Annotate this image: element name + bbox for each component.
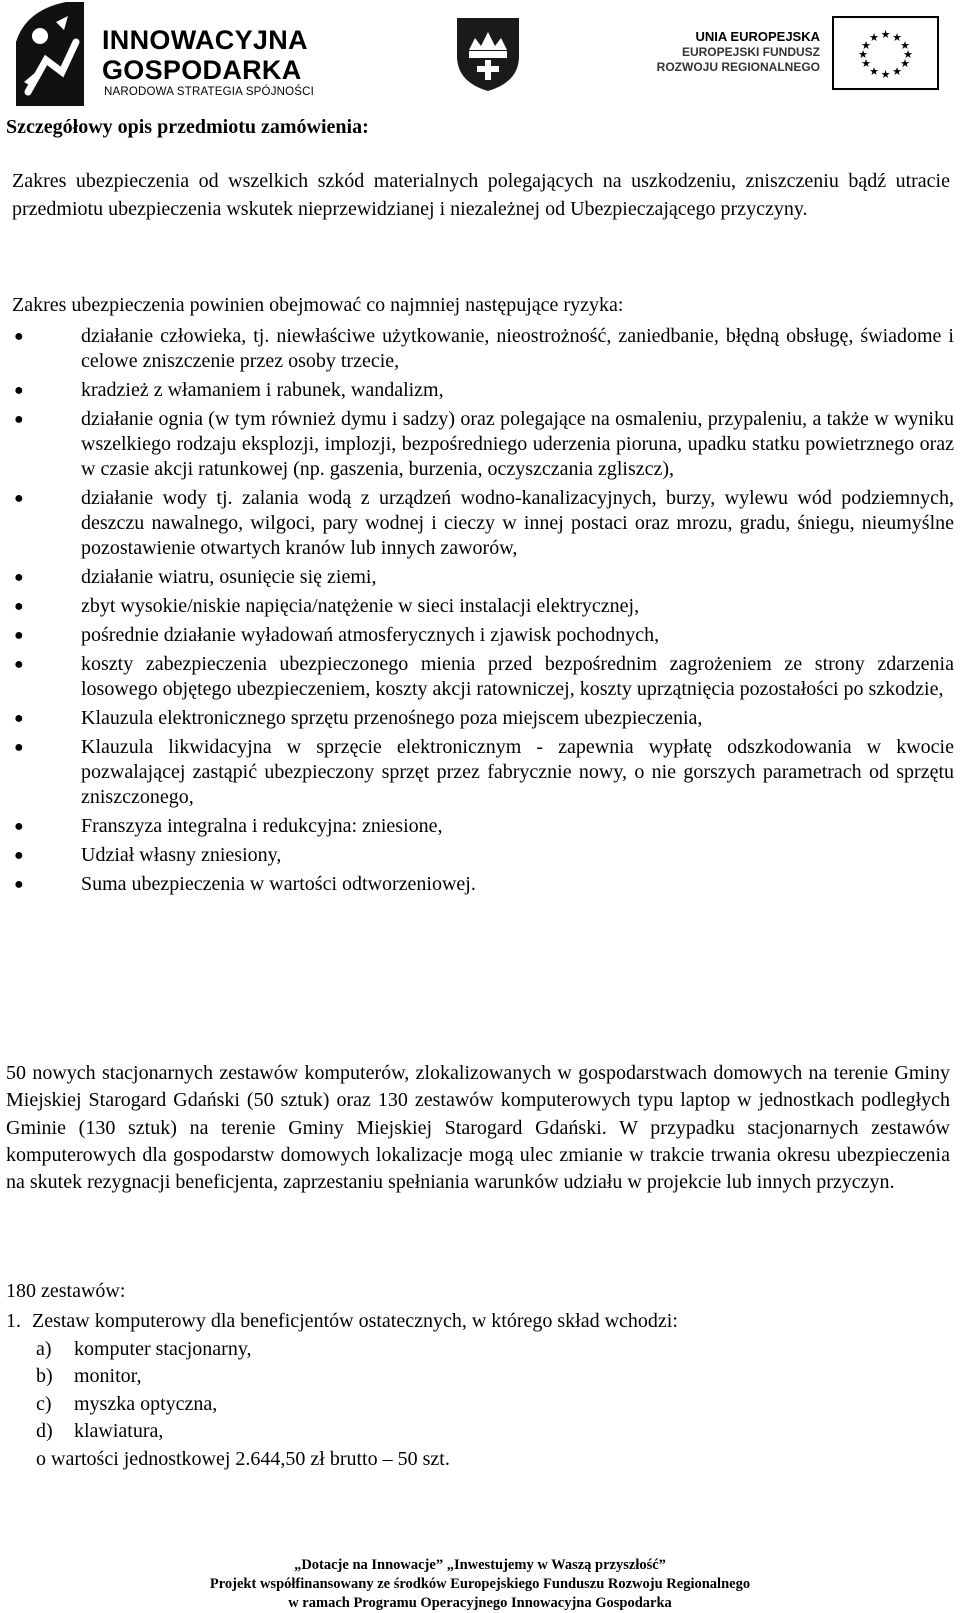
list-item xyxy=(0,324,954,374)
set-title: Zestaw komputerowy dla beneficjentów ostatecznych, w którego skład wchodzi: xyxy=(32,1310,678,1332)
svg-text:★: ★ xyxy=(858,48,868,61)
list-item xyxy=(0,623,954,648)
svg-text:★: ★ xyxy=(900,57,910,70)
list-item-text: działanie człowieka, tj. niewłaściwe użytkowanie, nieostrożność, zaniedbanie, błędną obsługę, świadome i celowe zniszczenie przez osoby trzecie, xyxy=(81,325,954,372)
list-item xyxy=(0,565,954,590)
bullet-icon: ● xyxy=(14,739,24,756)
set-item xyxy=(6,1391,678,1419)
svg-text:★: ★ xyxy=(880,68,891,81)
list-item-text: pośrednie działanie wyładowań atmosferycznych i zjawisk pochodnych, xyxy=(81,624,660,646)
list-item xyxy=(0,378,954,403)
bullet-icon: ● xyxy=(14,411,24,428)
coat-of-arms-icon xyxy=(455,16,521,92)
logo-line-3: NARODOWA STRATEGIA SPÓJNOŚCI xyxy=(104,86,315,98)
list-item-text: Suma ubezpieczenia w wartości odtworzeniowej. xyxy=(81,873,476,895)
set-item-letter: c) xyxy=(36,1392,52,1415)
sets-count: 180 zestawów: xyxy=(6,1280,126,1302)
set-item xyxy=(6,1336,678,1364)
scope-intro: Zakres ubezpieczenia powinien obejmować co najmniej następujące ryzyka: xyxy=(12,294,624,316)
list-item xyxy=(0,843,954,868)
svg-text:★: ★ xyxy=(869,65,879,78)
list-item xyxy=(0,652,954,702)
footer-line-1: „Dotacje na Innowacje” „Inwestujemy w Waszą przyszłość” xyxy=(294,1557,666,1573)
eu-line-1: UNIA EUROPEJSKA xyxy=(695,29,820,44)
set-item xyxy=(6,1363,678,1391)
page-header xyxy=(0,0,960,110)
eu-line-2: EUROPEJSKI FUNDUSZ xyxy=(681,45,820,59)
list-item xyxy=(0,486,954,561)
innowacyjna-gospodarka-logo xyxy=(6,2,336,106)
svg-text:★: ★ xyxy=(892,65,902,78)
svg-text:★: ★ xyxy=(880,28,891,41)
bullet-icon: ● xyxy=(14,328,24,345)
list-item xyxy=(0,594,954,619)
innowacyjna-gospodarka-emblem-icon xyxy=(6,2,92,106)
footer-line-3: w ramach Programu Operacyjnego Innowacyjna Gospodarka xyxy=(288,1595,672,1611)
list-item-text: działanie wody tj. zalania wodą z urządzeń wodno-kanalizacyjnych, burzy, wylewu wód podziemnych, deszczu nawalnego, wilgoci, pary wodnej i cieczy w innej postaci oraz mrozu, gradu, śniegu, nieumyślne pozostawienie otwartych kranów lub innych zaworów, xyxy=(81,487,954,559)
bullet-icon: ● xyxy=(14,490,24,507)
bullet-icon: ● xyxy=(14,382,24,399)
svg-text:★: ★ xyxy=(903,48,913,61)
list-item-text: Klauzula elektronicznego sprzętu przenośnego poza miejscem ubezpieczenia, xyxy=(81,707,703,729)
svg-text:★: ★ xyxy=(900,39,910,52)
list-item-text: działanie ognia (w tym również dymu i sadzy) oraz polegające na osmaleniu, przypaleniu, a także w wyniku wszelkiego rodzaju eksplozji, implozji, bezpośredniego uderzenia pioruna, upadku statku powietrznego oraz w czasie akcji ratunkowej (np. gaszenia, burzenia, oczyszczania zgliszcz), xyxy=(81,408,954,480)
risks-list xyxy=(0,324,960,901)
set-item-text: komputer stacjonarny, xyxy=(74,1337,252,1360)
computers-paragraph: 50 nowych stacjonarnych zestawów komputerów, zlokalizowanych w gospodarstwach domowych na terenie Gminy Miejskiej Starogard Gdański (50 sztuk) oraz 130 zestawów komputerowych typu laptop w jednostkach podległych Gminie (130 sztuk) na terenie Gminy Miejskiej Starogard Gdański. W przypadku stacjonarnych zestawów komputerowych dla gospodarstw domowych lokalizacje mogą ulec zmianie w trakcie trwania okresu ubezpieczenia na skutek rezygnacji beneficjenta, zaprzestaniu spełniania warunków udziału w projekcie lub innych przyczyn. xyxy=(6,1062,950,1194)
list-item xyxy=(0,814,954,839)
bullet-icon: ● xyxy=(14,598,24,615)
list-item xyxy=(0,706,954,731)
list-item-text: koszty zabezpieczenia ubezpieczonego mienia przed bezpośrednim zagrożeniem ze strony zdarzenia losowego objętego ubezpieczeniem, koszty akcji ratowniczej, koszty uprzątnięcia pozostałości po szkodzie, xyxy=(81,653,954,700)
set-item-text: monitor, xyxy=(74,1365,142,1387)
eu-line-3: ROZWOJU REGIONALNEGO xyxy=(656,60,820,74)
bullet-icon: ● xyxy=(14,876,24,893)
bullet-icon: ● xyxy=(14,656,24,673)
set-item-letter: d) xyxy=(36,1420,53,1442)
list-item-text: kradzież z włamaniem i rabunek, wandalizm, xyxy=(81,379,444,401)
bullet-icon: ● xyxy=(14,818,24,835)
bullet-icon: ● xyxy=(14,569,24,586)
list-item-text: działanie wiatru, osunięcie się ziemi, xyxy=(81,566,377,588)
svg-text:★: ★ xyxy=(869,31,879,44)
svg-text:★: ★ xyxy=(892,31,902,44)
page-title: Szczegółowy opis przedmiotu zamówienia: xyxy=(6,116,369,138)
logo-line-2: GOSPODARKA xyxy=(102,55,302,85)
list-item-text: Klauzula likwidacyjna w sprzęcie elektronicznym - zapewnia wypłatę odszkodowania w kwocie pozwalającej zastąpić ubezpieczony sprzęt przez fabrycznie nowy, o nie gorszych parametrach od sprzętu zniszczonego, xyxy=(81,736,954,808)
eu-flag-icon xyxy=(832,16,939,90)
bullet-icon: ● xyxy=(14,710,24,727)
set-item-letter: a) xyxy=(36,1337,52,1360)
set-value: o wartości jednostkowej 2.644,50 zł brutto – 50 szt. xyxy=(36,1447,450,1470)
list-item-text: Udział własny zniesiony, xyxy=(81,844,282,866)
eu-fund-logo-text xyxy=(640,28,820,75)
list-item xyxy=(0,735,954,810)
list-item xyxy=(0,407,954,482)
set-item xyxy=(6,1418,678,1446)
svg-text:★: ★ xyxy=(861,39,871,52)
list-item-text: Franszyza integralna i redukcyjna: zniesione, xyxy=(81,815,443,837)
set-item-text: myszka optyczna, xyxy=(74,1392,218,1415)
set-title-row xyxy=(6,1308,678,1336)
bullet-icon: ● xyxy=(14,847,24,864)
logo-line-1: INNOWACYJNA xyxy=(102,25,308,55)
set-number: 1. xyxy=(6,1310,21,1332)
bullet-icon: ● xyxy=(14,627,24,644)
set-item-letter: b) xyxy=(36,1365,53,1387)
footer-line-2: Projekt współfinansowany ze środków Europejskiego Funduszu Rozwoju Regionalnego xyxy=(209,1576,751,1592)
page-footer xyxy=(0,1556,960,1613)
list-item xyxy=(0,872,954,897)
set-item-text: klawiatura, xyxy=(74,1420,164,1442)
intro-paragraph: Zakres ubezpieczenia od wszelkich szkód materialnych polegających na uszkodzeniu, zniszczeniu bądź utracie przedmiotu ubezpieczenia wskutek nieprzewidzianej i niezależnej od Ubezpieczającego przyczyny. xyxy=(12,170,950,220)
svg-text:★: ★ xyxy=(861,57,871,70)
list-item-text: zbyt wysokie/niskie napięcia/natężenie w sieci instalacji elektrycznej, xyxy=(81,595,640,617)
set-list xyxy=(6,1308,678,1473)
